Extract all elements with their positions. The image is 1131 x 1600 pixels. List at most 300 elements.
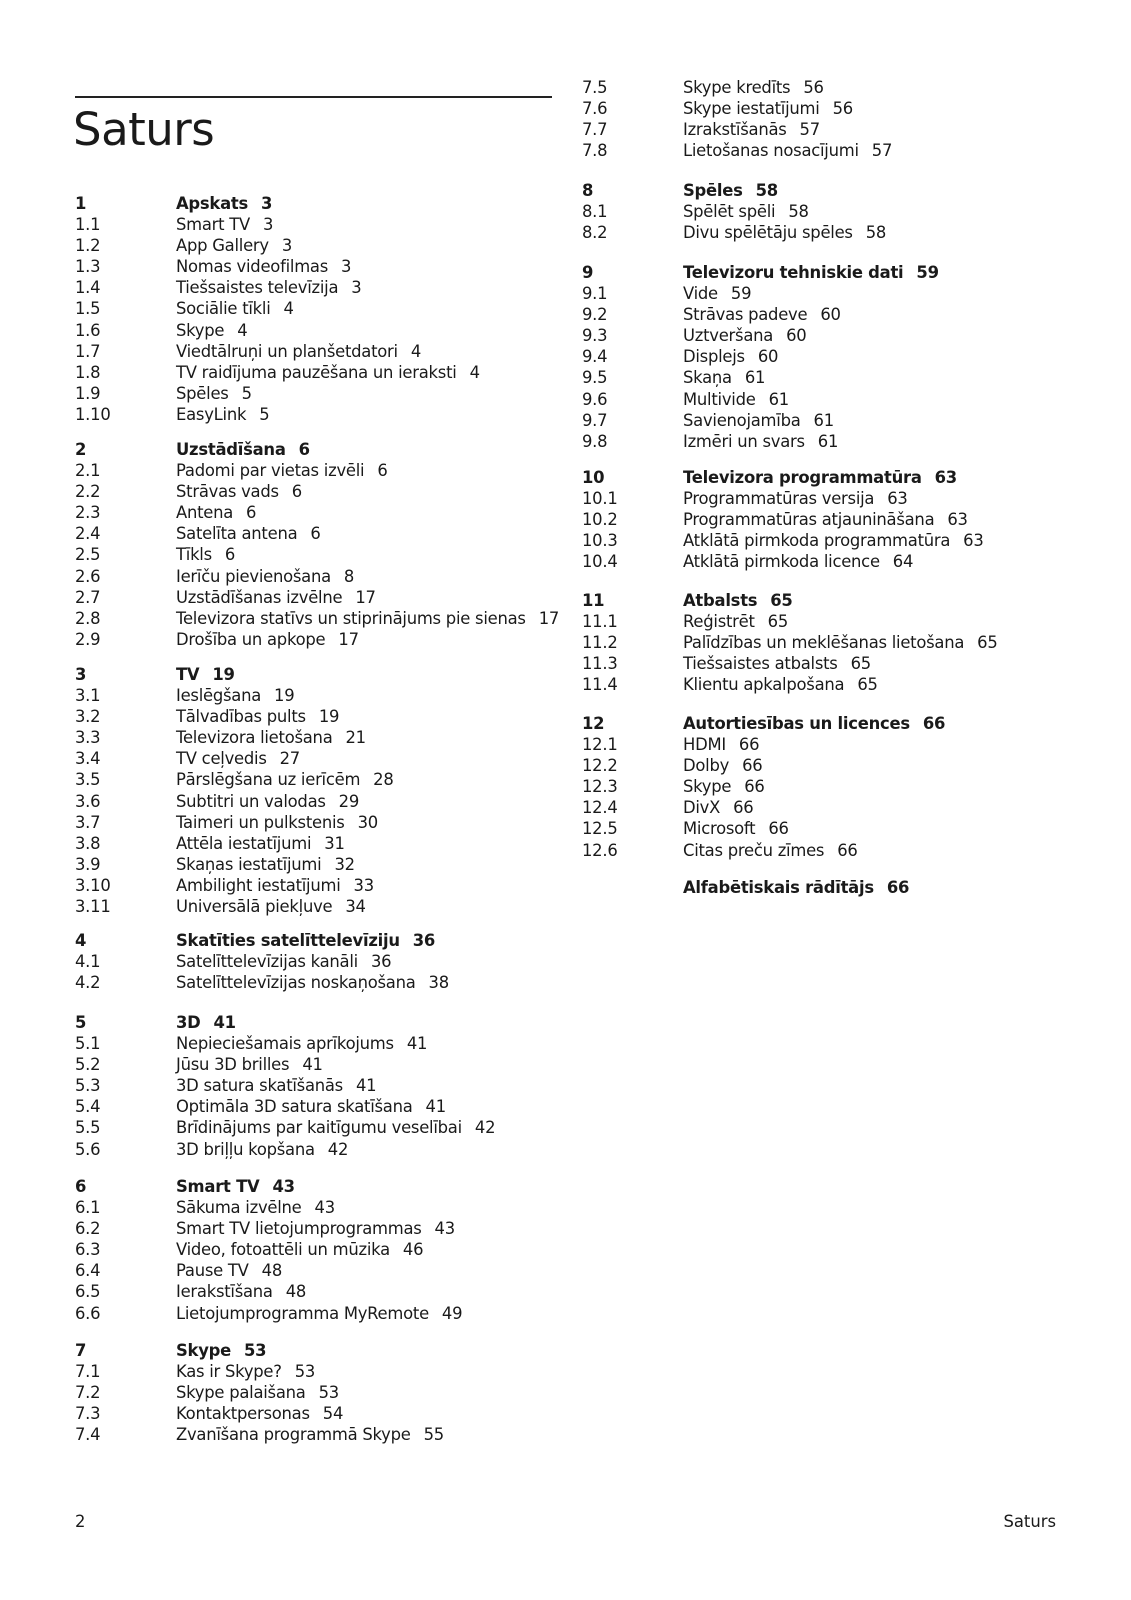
toc-label xyxy=(683,325,1082,346)
toc-title: Autortiesības un licences xyxy=(683,714,910,733)
toc-entry[interactable] xyxy=(582,632,1082,653)
toc-entry[interactable] xyxy=(75,1033,555,1054)
toc-number: 1.10 xyxy=(75,404,111,424)
toc-page-number: 59 xyxy=(916,263,939,282)
toc-page-number: 34 xyxy=(345,897,366,917)
toc-title: Citas preču zīmes xyxy=(683,840,825,860)
toc-title: Pārslēgšana uz ierīcēm xyxy=(176,770,361,790)
toc-title: TV raidījuma pauzēšana un ieraksti xyxy=(176,362,457,382)
toc-entry[interactable] xyxy=(75,1403,555,1424)
toc-chapter-heading[interactable] xyxy=(582,180,1082,201)
toc-number: 6.2 xyxy=(75,1219,101,1239)
toc-page-number: 6 xyxy=(291,482,302,502)
toc-entry[interactable] xyxy=(75,1281,555,1302)
toc-page-number: 17 xyxy=(538,608,560,628)
toc-entry[interactable] xyxy=(75,214,555,235)
toc-page-number: 65 xyxy=(770,591,793,610)
toc-number xyxy=(582,877,683,898)
toc-entry[interactable] xyxy=(582,611,1082,632)
toc-entry[interactable] xyxy=(75,298,555,319)
toc-label xyxy=(176,1281,555,1302)
toc-number: 3.10 xyxy=(75,875,111,895)
toc-label xyxy=(176,1239,555,1260)
toc-title: Satelīta antena xyxy=(176,524,298,544)
toc-number: 9 xyxy=(582,263,594,282)
toc-entry[interactable] xyxy=(582,367,1082,388)
toc-number: 7.7 xyxy=(582,120,608,140)
toc-label xyxy=(176,854,555,875)
toc-entry[interactable] xyxy=(75,1260,555,1281)
toc-number: 5.1 xyxy=(75,1034,101,1054)
toc-page-number: 3 xyxy=(263,215,274,235)
toc-title: Ieslēgšana xyxy=(176,686,262,706)
toc-entry[interactable] xyxy=(75,544,555,565)
toc-page-number: 33 xyxy=(353,875,374,895)
toc-entry[interactable] xyxy=(582,119,1082,140)
toc-entry[interactable] xyxy=(582,755,1082,776)
toc-entry[interactable] xyxy=(582,488,1082,509)
toc-page-number: 65 xyxy=(850,654,871,674)
toc-label xyxy=(683,488,1082,509)
toc-entry[interactable] xyxy=(582,304,1082,325)
toc-entry[interactable] xyxy=(582,797,1082,818)
toc-number: 1.9 xyxy=(75,383,101,403)
toc-label xyxy=(176,1382,555,1403)
toc-entry[interactable] xyxy=(582,551,1082,572)
toc-label xyxy=(683,551,1082,572)
toc-entry[interactable] xyxy=(75,383,555,404)
toc-entry[interactable] xyxy=(582,325,1082,346)
toc-label xyxy=(176,812,555,833)
toc-number: 1.8 xyxy=(75,362,101,382)
toc-entry[interactable] xyxy=(75,1054,555,1075)
toc-page-number: 63 xyxy=(947,510,968,530)
toc-label xyxy=(176,587,555,608)
toc-title: Sākuma izvēlne xyxy=(176,1198,302,1218)
toc-entry[interactable] xyxy=(75,256,555,277)
toc-label xyxy=(176,972,555,993)
toc-entry[interactable] xyxy=(582,98,1082,119)
toc-number: 5.3 xyxy=(75,1076,101,1096)
toc-entry[interactable] xyxy=(75,1139,555,1160)
toc-title: Subtitri un valodas xyxy=(176,791,326,811)
toc-entry[interactable] xyxy=(75,502,555,523)
toc-number: 1.5 xyxy=(75,299,101,319)
title-rule xyxy=(75,96,552,98)
toc-chapter-heading[interactable] xyxy=(75,664,555,685)
toc-label xyxy=(176,341,555,362)
toc-entry[interactable] xyxy=(75,523,555,544)
toc-number: 7.4 xyxy=(75,1425,101,1445)
toc-label xyxy=(176,1424,555,1445)
toc-chapter-heading[interactable] xyxy=(582,713,1082,734)
toc-entry[interactable] xyxy=(75,1424,555,1445)
toc-entry[interactable] xyxy=(582,653,1082,674)
toc-chapter xyxy=(75,193,555,425)
toc-label xyxy=(176,460,555,481)
toc-label xyxy=(683,509,1082,530)
toc-title: 3D briļļu kopšana xyxy=(176,1139,315,1159)
toc-number: 12.3 xyxy=(582,777,618,797)
toc-page-number: 66 xyxy=(768,819,789,839)
toc-entry[interactable] xyxy=(75,404,555,425)
toc-entry[interactable] xyxy=(75,1382,555,1403)
toc-title: Tiešsaistes atbalsts xyxy=(683,654,838,674)
toc-entry[interactable] xyxy=(582,410,1082,431)
toc-label xyxy=(176,1176,555,1197)
toc-label xyxy=(683,180,1082,201)
toc-page-number: 8 xyxy=(343,566,355,586)
toc-number: 11.4 xyxy=(582,675,618,695)
toc-number: 4 xyxy=(75,931,87,950)
toc-page-number: 19 xyxy=(212,665,235,684)
toc-title: Kas ir Skype? xyxy=(176,1362,282,1382)
toc-title: Nepieciešamais aprīkojums xyxy=(176,1034,394,1054)
toc-label xyxy=(683,222,1082,243)
toc-entry[interactable] xyxy=(75,685,555,706)
toc-page-number: 57 xyxy=(871,141,893,161)
toc-entry[interactable] xyxy=(75,1117,555,1138)
toc-entry[interactable] xyxy=(582,389,1082,410)
toc-page-number: 17 xyxy=(338,629,359,649)
toc-page-number: 42 xyxy=(327,1139,349,1159)
toc-title: App Gallery xyxy=(176,236,269,256)
toc-label xyxy=(176,1403,555,1424)
toc-title: Kontaktpersonas xyxy=(176,1404,310,1424)
toc-page-number: 29 xyxy=(338,791,360,811)
toc-entry[interactable] xyxy=(582,776,1082,797)
toc-number: 10.2 xyxy=(582,510,618,530)
toc-entry[interactable] xyxy=(75,566,555,587)
toc-title: Ambilight iestatījumi xyxy=(176,875,341,895)
toc-title: Televizora programmatūra xyxy=(683,468,922,487)
toc-number: 10 xyxy=(582,468,605,487)
toc-title: Viedtālruņi un planšetdatori xyxy=(176,341,398,361)
toc-label xyxy=(176,685,555,706)
toc-page-number: 31 xyxy=(324,833,345,853)
toc-label xyxy=(683,140,1082,161)
toc-entry[interactable] xyxy=(75,706,555,727)
toc-title: 3D xyxy=(176,1013,201,1032)
toc-entry[interactable] xyxy=(75,875,555,896)
toc-entry[interactable] xyxy=(582,283,1082,304)
toc-number: 1.7 xyxy=(75,341,101,361)
toc-number: 6.4 xyxy=(75,1261,101,1281)
toc-title: Skatīties satelīttelevīziju xyxy=(176,931,400,950)
toc-entry[interactable] xyxy=(75,320,555,341)
toc-number: 7.1 xyxy=(75,1362,101,1382)
toc-number: 3.3 xyxy=(75,728,101,748)
toc-number: 11.2 xyxy=(582,633,618,653)
toc-number: 3.9 xyxy=(75,854,101,874)
toc-title: Zvanīšana programmā Skype xyxy=(176,1425,411,1445)
toc-page-number: 61 xyxy=(817,431,839,451)
toc-entry[interactable] xyxy=(75,1096,555,1117)
toc-entry[interactable] xyxy=(75,951,555,972)
toc-entry[interactable] xyxy=(75,1075,555,1096)
toc-title: Spēles xyxy=(176,383,229,403)
toc-label xyxy=(683,653,1082,674)
toc-label xyxy=(683,201,1082,222)
toc-entry[interactable] xyxy=(75,481,555,502)
toc-label xyxy=(176,951,555,972)
toc-number: 2.2 xyxy=(75,482,101,502)
toc-label xyxy=(176,256,555,277)
toc-number: 9.3 xyxy=(582,326,608,346)
toc-page-number: 32 xyxy=(334,854,355,874)
toc-label xyxy=(176,748,555,769)
toc-chapter-heading[interactable] xyxy=(75,930,555,951)
toc-label xyxy=(176,1096,555,1117)
toc-title: Antena xyxy=(176,503,234,523)
toc-title: Programmatūras atjaunināšana xyxy=(683,510,935,530)
toc-number: 4.2 xyxy=(75,973,101,993)
toc-title: Universālā piekļuve xyxy=(176,897,333,917)
toc-entry[interactable] xyxy=(75,1197,555,1218)
toc-label xyxy=(683,467,1082,488)
toc-label xyxy=(176,1218,555,1239)
toc-label xyxy=(176,664,555,685)
toc-page-number: 6 xyxy=(377,461,388,481)
toc-title: Jūsu 3D brilles xyxy=(176,1055,290,1075)
toc-entry[interactable] xyxy=(75,587,555,608)
toc-entry[interactable] xyxy=(582,674,1082,695)
toc-page-number: 5 xyxy=(241,383,252,403)
toc-page-number: 46 xyxy=(402,1240,424,1260)
toc-number: 10.3 xyxy=(582,531,618,551)
toc-title: Televizora statīvs un stiprinājums pie sienas xyxy=(176,608,526,628)
toc-page-number: 6 xyxy=(224,545,236,565)
toc-page-number: 6 xyxy=(310,524,321,544)
toc-entry[interactable] xyxy=(582,140,1082,161)
toc-label xyxy=(176,481,555,502)
toc-entry[interactable] xyxy=(582,431,1082,452)
toc-label xyxy=(683,590,1082,611)
toc-label xyxy=(683,877,1082,898)
toc-title: Sociālie tīkli xyxy=(176,299,271,319)
toc-entry[interactable] xyxy=(75,341,555,362)
toc-title: Tālvadības pults xyxy=(176,707,306,727)
toc-label xyxy=(176,896,555,917)
toc-number: 7.5 xyxy=(582,78,608,97)
toc-title: Skype kredīts xyxy=(683,78,791,97)
toc-title: HDMI xyxy=(683,735,726,755)
toc-page-number: 41 xyxy=(213,1013,236,1032)
toc-entry[interactable] xyxy=(582,346,1082,367)
toc-label xyxy=(176,362,555,383)
toc-number: 3.6 xyxy=(75,791,101,811)
toc-number: 1 xyxy=(75,194,87,213)
toc-page-number: 60 xyxy=(820,305,841,325)
toc-entry[interactable] xyxy=(75,727,555,748)
toc-title: Attēla iestatījumi xyxy=(176,833,312,853)
toc-page-number: 6 xyxy=(298,440,310,459)
toc-title: Klientu apkalpošana xyxy=(683,675,845,695)
toc-number: 2.6 xyxy=(75,566,101,586)
toc-title: Microsoft xyxy=(683,819,756,839)
toc-number: 6 xyxy=(75,1177,87,1196)
toc-label xyxy=(176,1012,555,1033)
toc-entry[interactable] xyxy=(75,629,555,650)
toc-entry[interactable] xyxy=(75,1218,555,1239)
toc-chapter xyxy=(582,180,1082,243)
toc-entry[interactable] xyxy=(75,748,555,769)
toc-number: 12.5 xyxy=(582,819,618,839)
toc-title: Skype xyxy=(176,1341,231,1360)
toc-number: 2.8 xyxy=(75,608,101,628)
toc-title: Drošība un apkope xyxy=(176,629,326,649)
toc-title: Smart TV lietojumprogrammas xyxy=(176,1219,422,1239)
toc-label xyxy=(176,1303,555,1324)
toc-number: 11 xyxy=(582,591,605,610)
toc-number: 9.2 xyxy=(582,305,608,325)
toc-entry[interactable] xyxy=(75,608,560,629)
toc-title: Smart TV xyxy=(176,1177,260,1196)
toc-page-number: 17 xyxy=(355,587,376,607)
toc-number: 8 xyxy=(582,181,594,200)
toc-label xyxy=(683,734,1082,755)
toc-entry[interactable] xyxy=(582,734,1082,755)
toc-number: 8.1 xyxy=(582,202,608,222)
toc-number: 1.4 xyxy=(75,278,101,298)
toc-label xyxy=(176,1340,555,1361)
toc-label xyxy=(176,833,555,854)
toc-entry[interactable] xyxy=(75,896,555,917)
toc-entry[interactable] xyxy=(75,812,555,833)
toc-chapter-heading[interactable] xyxy=(75,1340,555,1361)
toc-label xyxy=(683,674,1082,695)
toc-entry[interactable] xyxy=(75,791,555,812)
toc-number: 2 xyxy=(75,440,87,459)
toc-page-number: 6 xyxy=(246,503,257,523)
toc-page-number: 43 xyxy=(434,1219,455,1239)
toc-entry[interactable] xyxy=(75,362,555,383)
toc-entry[interactable] xyxy=(75,769,555,790)
toc-label xyxy=(683,713,1082,734)
toc-page-number: 27 xyxy=(279,749,300,769)
toc-label xyxy=(176,235,555,256)
toc-entry[interactable] xyxy=(582,201,1082,222)
toc-entry[interactable] xyxy=(582,530,1082,551)
toc-page-number: 4 xyxy=(410,341,422,361)
toc-title: Alfabētiskais rādītājs xyxy=(683,878,874,897)
toc-entry[interactable] xyxy=(75,235,555,256)
toc-page-number: 4 xyxy=(237,320,248,340)
toc-entry[interactable] xyxy=(75,1239,555,1260)
toc-number: 7 xyxy=(75,1341,87,1360)
toc-label xyxy=(176,439,555,460)
toc-entry[interactable] xyxy=(75,277,555,298)
toc-entry[interactable] xyxy=(582,77,1082,98)
page-title: Saturs xyxy=(73,103,215,156)
toc-label xyxy=(176,544,555,565)
toc-entry[interactable] xyxy=(582,222,1082,243)
toc-chapter-heading[interactable] xyxy=(582,262,1082,283)
toc-chapter-heading[interactable] xyxy=(582,590,1082,611)
toc-entry[interactable] xyxy=(582,840,1082,861)
toc-title: 3D satura skatīšanās xyxy=(176,1076,343,1096)
toc-number: 2.9 xyxy=(75,629,101,649)
toc-page-number: 5 xyxy=(259,404,270,424)
toc-chapter xyxy=(75,1012,555,1160)
toc-title: Lietošanas nosacījumi xyxy=(683,141,859,161)
toc-entry[interactable] xyxy=(75,833,555,854)
toc-label xyxy=(176,383,555,404)
toc-label xyxy=(683,304,1082,325)
toc-number: 9.5 xyxy=(582,368,608,388)
toc-chapter-heading[interactable] xyxy=(582,467,1082,488)
toc-page-number: 66 xyxy=(744,777,765,797)
toc-chapter-heading[interactable] xyxy=(75,439,555,460)
toc-label xyxy=(683,77,1082,98)
toc-title: Programmatūras versija xyxy=(683,489,875,509)
toc-label xyxy=(176,1361,555,1382)
toc-label xyxy=(176,277,555,298)
toc-chapter xyxy=(75,930,555,993)
toc-chapter-heading[interactable] xyxy=(582,877,1082,898)
toc-number: 9.4 xyxy=(582,347,608,367)
toc-number: 9.6 xyxy=(582,389,608,409)
toc-page-number: 3 xyxy=(281,236,293,256)
toc-number: 6.3 xyxy=(75,1240,101,1260)
toc-page-number: 3 xyxy=(351,278,362,298)
toc-chapter xyxy=(75,1340,555,1445)
toc-chapter-heading[interactable] xyxy=(75,1012,555,1033)
toc-title: TV xyxy=(176,665,200,684)
toc-title: Atbalsts xyxy=(683,591,758,610)
toc-label xyxy=(683,840,1082,861)
toc-entry[interactable] xyxy=(75,460,555,481)
toc-title: Televizoru tehniskie dati xyxy=(683,263,904,282)
toc-title: Brīdinājums par kaitīgumu veselībai xyxy=(176,1118,462,1138)
toc-label xyxy=(176,1033,555,1054)
toc-title: Dolby xyxy=(683,756,730,776)
toc-number: 10.4 xyxy=(582,552,618,572)
toc-number: 5 xyxy=(75,1013,87,1032)
toc-chapter-heading[interactable] xyxy=(75,1176,555,1197)
toc-title: Savienojamība xyxy=(683,410,801,430)
toc-number: 6.1 xyxy=(75,1198,101,1218)
toc-entry[interactable] xyxy=(75,972,555,993)
toc-label xyxy=(176,791,555,812)
toc-label xyxy=(176,502,555,523)
toc-label xyxy=(176,1197,555,1218)
toc-number: 2.5 xyxy=(75,545,101,565)
toc-entry[interactable] xyxy=(75,1361,555,1382)
toc-page-number: 54 xyxy=(322,1404,344,1424)
toc-entry[interactable] xyxy=(75,1303,555,1324)
toc-title: Nomas videofilmas xyxy=(176,257,328,277)
toc-label xyxy=(683,755,1082,776)
toc-chapter-heading[interactable] xyxy=(75,193,555,214)
toc-title: Strāvas padeve xyxy=(683,305,808,325)
toc-entry[interactable] xyxy=(582,509,1082,530)
toc-page-number: 41 xyxy=(302,1055,323,1075)
toc-entry[interactable] xyxy=(582,818,1082,839)
toc-number: 7.8 xyxy=(582,141,608,161)
toc-page-number: 59 xyxy=(730,284,752,304)
toc-entry[interactable] xyxy=(75,854,555,875)
toc-page-number: 66 xyxy=(742,756,763,776)
toc-title: Ierīču pievienošana xyxy=(176,566,331,586)
toc-chapter xyxy=(582,713,1082,861)
toc-label xyxy=(683,797,1082,818)
toc-number: 1.3 xyxy=(75,257,101,277)
toc-label xyxy=(176,1139,555,1160)
toc-title: Izrakstīšanās xyxy=(683,120,787,140)
toc-page-number: 64 xyxy=(892,552,914,572)
toc-page-number: 66 xyxy=(922,714,946,733)
